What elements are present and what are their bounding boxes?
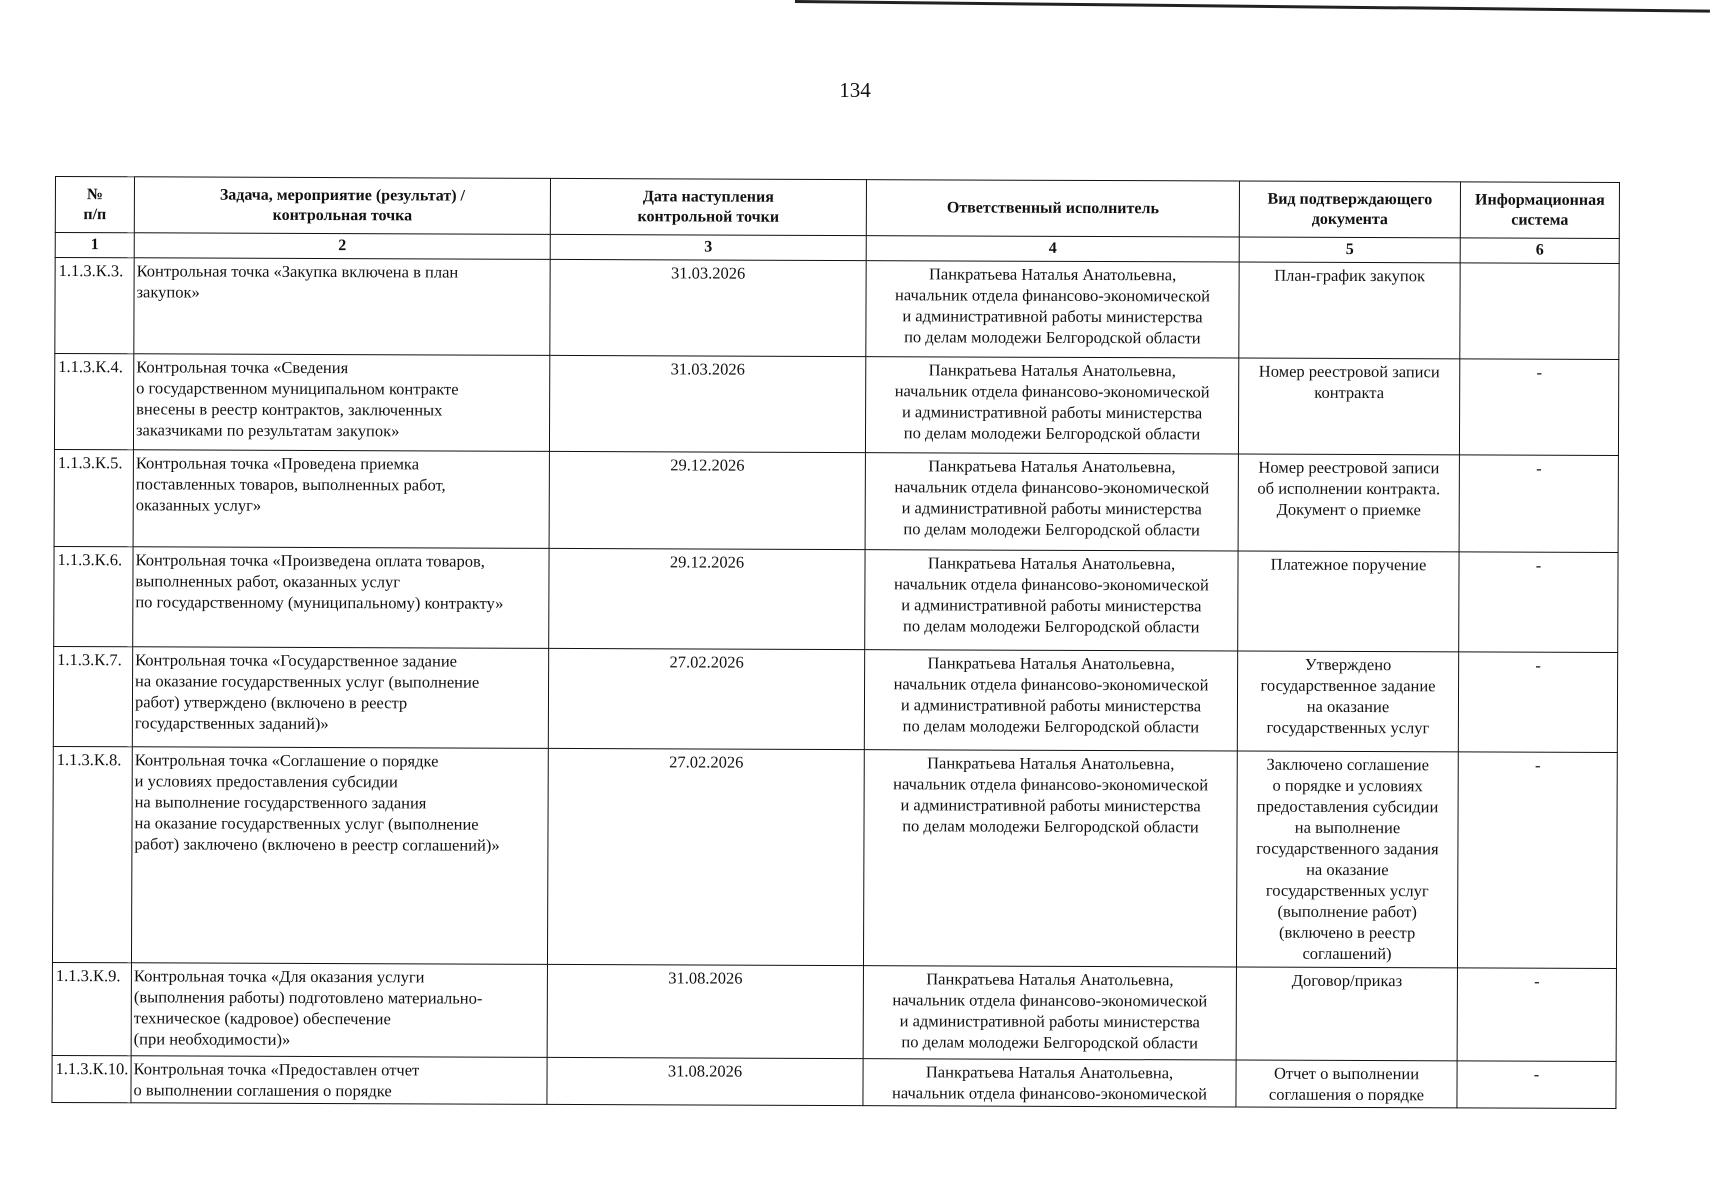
top-edge-line xyxy=(795,0,1710,13)
row-number: 1.1.3.К.4. xyxy=(54,354,133,450)
row-document: План-график закупок xyxy=(1239,262,1460,359)
control-points-table-container xyxy=(51,176,1620,1109)
page-number: 134 xyxy=(839,78,871,102)
header-num: № п/п xyxy=(55,177,134,233)
header-task: Задача, мероприятие (результат) / контрольная точка xyxy=(134,177,550,235)
row-document: Договор/приказ xyxy=(1236,967,1457,1061)
row-system xyxy=(1460,263,1619,360)
row-number: 1.1.3.К.10. xyxy=(52,1055,131,1102)
row-document: Номер реестровой записи об исполнении контракта. Документ о приемке xyxy=(1238,454,1459,552)
header-row xyxy=(55,177,1619,239)
row-number: 1.1.3.К.6. xyxy=(54,546,133,646)
column-number: 5 xyxy=(1239,237,1460,263)
row-system: - xyxy=(1459,359,1618,456)
row-document: Утверждено государственное задание на оказание государственных услуг xyxy=(1237,651,1458,752)
row-executor: Панкратьева Наталья Анатольевна, начальник отдела финансово-экономической и административной работы министерства по делам молодежи Белгородской области xyxy=(863,750,1237,967)
row-date: 29.12.2026 xyxy=(549,451,865,549)
row-task: Контрольная точка «Сведения о государственном муниципальном контракте внесены в реестр контрактов, заключенных заказчиками по результатам закупок» xyxy=(133,354,549,452)
row-system: - xyxy=(1459,552,1618,653)
row-number: 1.1.3.К.3. xyxy=(55,258,134,354)
table-row xyxy=(55,258,1619,360)
row-date: 27.02.2026 xyxy=(547,748,864,965)
row-task: Контрольная точка «Предоставлен отчет о выполнении соглашения о порядке xyxy=(131,1056,547,1105)
control-points-table xyxy=(51,176,1620,1109)
row-system: - xyxy=(1457,752,1617,969)
table-row xyxy=(54,354,1618,456)
column-number: 4 xyxy=(866,236,1239,262)
table-row xyxy=(52,746,1617,968)
row-system: - xyxy=(1458,652,1617,753)
row-task: Контрольная точка «Для оказания услуги (выполнения работы) подготовлено материально- техническое (кадровое) обеспечение (при необходимости)» xyxy=(131,963,547,1058)
table-row xyxy=(54,546,1618,652)
row-task: Контрольная точка «Произведена оплата товаров, выполненных работ, оказанных услуг по государственному (муниципальному) контракту» xyxy=(133,547,549,649)
row-date: 31.08.2026 xyxy=(547,964,863,1058)
row-number: 1.1.3.К.8. xyxy=(52,746,132,962)
row-number: 1.1.3.К.5. xyxy=(54,449,133,546)
row-task: Контрольная точка «Проведена приемка поставленных товаров, выполненных работ, оказанных услуг» xyxy=(133,450,549,549)
row-document: Отчет о выполнении соглашения о порядке xyxy=(1236,1060,1457,1108)
header-date: Дата наступления контрольной точки xyxy=(550,178,866,235)
table-row xyxy=(54,449,1618,552)
row-executor: Панкратьева Наталья Анатольевна, начальник отдела финансово-экономической и административной работы министерства по делам молодежи Белгородской области xyxy=(864,650,1237,751)
row-system: - xyxy=(1457,968,1616,1062)
row-task: Контрольная точка «Соглашение о порядке и условиях предоставления субсидии на выполнение государственного задания на оказание государственных услуг (выполнение работ) заключено (включено в реестр соглашений)» xyxy=(131,747,548,965)
row-system: - xyxy=(1459,455,1618,553)
header-document: Вид подтверждающего документа xyxy=(1239,181,1460,238)
row-number: 1.1.3.К.9. xyxy=(52,962,131,1055)
row-date: 31.03.2026 xyxy=(550,259,866,356)
table-row xyxy=(52,1055,1616,1108)
table-row xyxy=(52,962,1616,1061)
row-executor: Панкратьева Наталья Анатольевна, начальник отдела финансово-экономической xyxy=(863,1059,1236,1107)
row-date: 29.12.2026 xyxy=(549,548,865,649)
header-system: Информационная система xyxy=(1460,182,1619,239)
row-date: 27.02.2026 xyxy=(548,648,864,749)
row-executor: Панкратьева Наталья Анатольевна, начальник отдела финансово-экономической и административной работы министерства по делам молодежи Белгородской области xyxy=(865,453,1238,551)
table-row xyxy=(53,646,1617,752)
row-document: Платежное поручение xyxy=(1238,551,1459,652)
row-executor: Панкратьева Наталья Анатольевна, начальник отдела финансово-экономической и административной работы министерства по делам молодежи Белгородской области xyxy=(863,966,1236,1060)
row-executor: Панкратьева Наталья Анатольевна, начальник отдела финансово-экономической и административной работы министерства по делам молодежи Белгородской области xyxy=(866,261,1239,358)
column-number: 6 xyxy=(1460,238,1619,264)
column-number: 1 xyxy=(55,233,134,258)
row-task: Контрольная точка «Государственное задание на оказание государственных услуг (выполнение работ) утверждено (включено в реестр государственных заданий)» xyxy=(132,647,548,749)
column-number: 3 xyxy=(550,234,866,260)
row-document: Номер реестровой записи контракта xyxy=(1238,358,1459,455)
row-number: 1.1.3.К.7. xyxy=(53,646,132,746)
row-document: Заключено соглашение о порядке и условиях предоставления субсидии на выполнение государственного задания на оказание государственных услуг (выполнение работ) (включено в реестр соглашений) xyxy=(1236,751,1458,968)
row-system: - xyxy=(1457,1061,1616,1109)
row-executor: Панкратьева Наталья Анатольевна, начальник отдела финансово-экономической и административной работы министерства по делам молодежи Белгородской области xyxy=(865,550,1238,651)
row-date: 31.03.2026 xyxy=(549,355,865,452)
row-executor: Панкратьева Наталья Анатольевна, начальник отдела финансово-экономической и административной работы министерства по делам молодежи Белгородской области xyxy=(865,357,1238,454)
column-number: 2 xyxy=(134,233,550,260)
row-task: Контрольная точка «Закупка включена в план закупок» xyxy=(134,258,550,356)
row-date: 31.08.2026 xyxy=(547,1057,863,1105)
header-executor: Ответственный исполнитель xyxy=(866,180,1239,237)
